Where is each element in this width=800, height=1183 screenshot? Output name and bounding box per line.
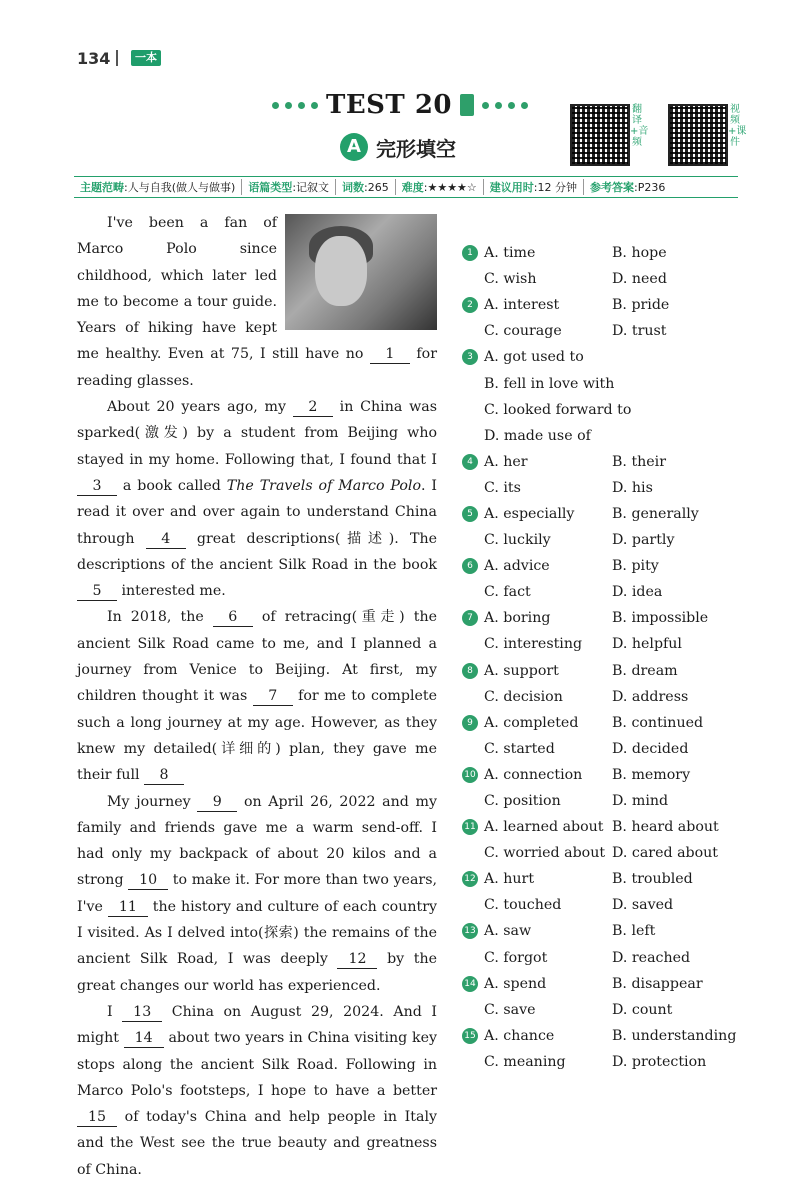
question-number-badge: 10 xyxy=(462,767,478,783)
option-d[interactable]: D. partly xyxy=(612,532,675,549)
option-b[interactable]: B. generally xyxy=(612,505,699,522)
question-number-badge: 2 xyxy=(462,297,478,313)
option-d[interactable]: D. reached xyxy=(612,949,691,966)
info-genre: 语篇类型:记叙文 xyxy=(242,179,336,195)
option-c[interactable]: C. save xyxy=(484,1001,536,1018)
question-number-badge: 7 xyxy=(462,610,478,626)
option-b[interactable]: B. memory xyxy=(612,766,691,783)
section-letter-badge: A xyxy=(340,133,368,161)
page-number-divider xyxy=(116,50,118,66)
option-d[interactable]: D. cared about xyxy=(612,845,718,862)
info-difficulty: 难度:★★★★☆ xyxy=(396,179,484,195)
question-1-row xyxy=(462,266,752,292)
question-number-badge: 1 xyxy=(462,245,478,261)
question-number-badge: 11 xyxy=(462,819,478,835)
brand-logo: 一本 xyxy=(131,50,161,66)
question-11-row xyxy=(462,840,752,866)
question-number-badge: 14 xyxy=(462,976,478,992)
question-5-row xyxy=(462,501,752,527)
question-11-row xyxy=(462,814,752,840)
question-8-row xyxy=(462,684,752,710)
option-b[interactable]: B. hope xyxy=(612,245,667,262)
option-c[interactable]: C. looked forward to xyxy=(484,401,632,418)
option-d[interactable]: D. his xyxy=(612,479,653,496)
option-c[interactable]: C. interesting xyxy=(484,636,583,653)
page-number: 134 xyxy=(77,49,111,68)
option-b[interactable]: B. pity xyxy=(612,558,659,575)
option-a[interactable]: A. saw xyxy=(484,923,532,940)
question-number-badge: 13 xyxy=(462,923,478,939)
section-title: 完形填空 xyxy=(376,136,456,161)
question-number-badge: 15 xyxy=(462,1028,478,1044)
option-d[interactable]: D. need xyxy=(612,271,667,288)
qr-caption-video: 视频+课件 xyxy=(728,104,747,148)
book-title: The Travels of Marco Polo xyxy=(226,477,421,494)
blank-1[interactable]: 1 xyxy=(370,345,410,364)
photo-elderly-traveler xyxy=(285,214,437,330)
question-2-row xyxy=(462,292,752,318)
title-badge-icon xyxy=(460,94,474,116)
question-9-row xyxy=(462,736,752,762)
question-13-row xyxy=(462,918,752,944)
question-8-row xyxy=(462,658,752,684)
question-12-row xyxy=(462,892,752,918)
passage-paragraph-3: In 2018, the 6 of retracing(重走) the ancient Silk Road came to me, and I planned a journey from Venice to Beijing. At first, my children thought it was 7 for me to complete such a long journey at my age. However, as they knew my detailed(详细的) plan, they gave me their full 8 xyxy=(77,609,438,784)
option-a[interactable]: A. especially xyxy=(484,505,575,522)
section-heading xyxy=(340,132,456,162)
question-number-badge: 12 xyxy=(462,871,478,887)
passage-paragraph-1: I've been a fan of Marco Polo since childhood, which later led me to become a tour guide. Years of hiking have kept me healthy. Even at 75, I still have no 1 for reading glasses. xyxy=(77,215,437,389)
blank-15[interactable]: 15 xyxy=(77,1108,117,1127)
option-c[interactable]: C. courage xyxy=(484,323,562,340)
question-number-badge: 3 xyxy=(462,349,478,365)
question-13-row xyxy=(462,945,752,971)
question-6-row xyxy=(462,553,752,579)
option-c[interactable]: C. started xyxy=(484,740,555,757)
option-a[interactable]: A. completed xyxy=(484,714,579,731)
option-b[interactable]: B. dream xyxy=(612,662,678,679)
option-a[interactable]: A. advice xyxy=(484,558,550,575)
blank-13[interactable]: 13 xyxy=(122,1003,162,1022)
question-15-row xyxy=(462,1023,752,1049)
blank-7[interactable]: 7 xyxy=(253,687,293,706)
option-b[interactable]: B. heard about xyxy=(612,819,719,836)
question-15-row xyxy=(462,1049,752,1075)
option-b[interactable]: B. understanding xyxy=(612,1027,737,1044)
qr-code-video[interactable] xyxy=(668,104,728,166)
passage-paragraph-5: I 13 China on August 29, 2024. And I might 14 about two years in China visiting key stops along the ancient Silk Road. Following in Marco Polo's footsteps, I hope to have a better 15 of today's China and help people in Italy and the West see the true beauty and greatness of China. xyxy=(77,1003,437,1178)
option-a[interactable]: A. boring xyxy=(484,610,551,627)
blank-12[interactable]: 12 xyxy=(337,950,377,969)
question-6-row xyxy=(462,579,752,605)
option-d[interactable]: D. mind xyxy=(612,793,669,810)
option-d[interactable]: D. protection xyxy=(612,1053,707,1070)
blank-8[interactable]: 8 xyxy=(144,766,184,785)
blank-9[interactable]: 9 xyxy=(197,793,237,812)
question-number-badge: 8 xyxy=(462,663,478,679)
blank-10[interactable]: 10 xyxy=(128,871,168,890)
option-d[interactable]: D. saved xyxy=(612,897,674,914)
blank-5[interactable]: 5 xyxy=(77,582,117,601)
blank-2[interactable]: 2 xyxy=(293,398,333,417)
question-4-row xyxy=(462,475,752,501)
option-a[interactable]: A. chance xyxy=(484,1027,555,1044)
option-c[interactable]: C. meaning xyxy=(484,1053,566,1070)
info-bar xyxy=(74,176,738,198)
question-3-row xyxy=(462,370,752,396)
left-dots-decoration xyxy=(272,102,318,109)
option-c[interactable]: C. forgot xyxy=(484,949,548,966)
option-a[interactable]: A. connection xyxy=(484,766,583,783)
qr-code-translation[interactable] xyxy=(570,104,630,166)
info-word-count: 词数:265 xyxy=(336,179,396,195)
question-9-row xyxy=(462,710,752,736)
option-c[interactable]: C. fact xyxy=(484,584,531,601)
blank-14[interactable]: 14 xyxy=(124,1029,164,1048)
option-b[interactable]: B. left xyxy=(612,923,656,940)
option-c[interactable]: C. luckily xyxy=(484,532,551,549)
option-d[interactable]: D. helpful xyxy=(612,636,682,653)
option-a[interactable]: A. her xyxy=(484,453,528,470)
option-a[interactable]: A. learned about xyxy=(484,819,604,836)
option-c[interactable]: C. touched xyxy=(484,897,562,914)
option-a[interactable]: A. hurt xyxy=(484,871,535,888)
option-d[interactable]: D. made use of xyxy=(484,427,591,444)
option-d[interactable]: D. address xyxy=(612,688,689,705)
option-c[interactable]: C. its xyxy=(484,479,521,496)
question-14-row xyxy=(462,997,752,1023)
question-10-row xyxy=(462,788,752,814)
question-3-row xyxy=(462,397,752,423)
question-7-row xyxy=(462,605,752,631)
blank-4[interactable]: 4 xyxy=(146,530,186,549)
question-7-row xyxy=(462,631,752,657)
passage-paragraph-4: My journey 9 on April 26, 2022 and my family and friends gave me a warm send-off. I had only my backpack of about 20 kilos and a strong 10 to make it. For more than two years, I've 11 the history and culture of each country I visited. As I delved into(探索) the remains of the ancient Silk Road, I was deeply 12 by the great changes our world has experienced. xyxy=(77,793,437,994)
question-12-row xyxy=(462,866,752,892)
answer-options xyxy=(462,240,752,1075)
option-b[interactable]: B. disappear xyxy=(612,975,703,992)
question-5-row xyxy=(462,527,752,553)
option-d[interactable]: D. decided xyxy=(612,740,689,757)
question-4-row xyxy=(462,449,752,475)
option-a[interactable]: A. interest xyxy=(484,297,560,314)
question-10-row xyxy=(462,762,752,788)
info-time: 建议用时:12 分钟 xyxy=(484,179,584,195)
question-number-badge: 5 xyxy=(462,506,478,522)
blank-11[interactable]: 11 xyxy=(108,898,148,917)
option-b[interactable]: B. continued xyxy=(612,714,704,731)
question-14-row xyxy=(462,971,752,997)
option-b[interactable]: B. pride xyxy=(612,297,670,314)
question-2-row xyxy=(462,318,752,344)
question-number-badge: 9 xyxy=(462,715,478,731)
option-c[interactable]: C. decision xyxy=(484,688,563,705)
option-b[interactable]: B. fell in love with xyxy=(484,375,615,392)
option-b[interactable]: B. troubled xyxy=(612,871,693,888)
right-dots-decoration xyxy=(482,102,528,109)
option-a[interactable]: A. got used to xyxy=(484,349,584,366)
question-1-row xyxy=(462,240,752,266)
option-d[interactable]: D. count xyxy=(612,1001,673,1018)
option-a[interactable]: A. spend xyxy=(484,975,547,992)
qr-caption-translation: 翻译+音频 xyxy=(630,104,649,148)
question-number-badge: 4 xyxy=(462,454,478,470)
option-a[interactable]: A. support xyxy=(484,662,559,679)
option-a[interactable]: A. time xyxy=(484,245,536,262)
blank-6[interactable]: 6 xyxy=(213,608,253,627)
option-d[interactable]: D. idea xyxy=(612,584,663,601)
test-title-row xyxy=(270,87,530,123)
test-title: TEST 20 xyxy=(325,90,453,120)
option-c[interactable]: C. wish xyxy=(484,271,537,288)
option-d[interactable]: D. trust xyxy=(612,323,667,340)
passage-paragraph-2: About 20 years ago, my 2 in China was sparked(激发) by a student from Beijing who stayed in my home. Following that, I found that I 3 a book called The Travels of Marco Polo. I read it over and over again to understand China through 4 great descriptions(描述). The descriptions of the ancient Silk Road in the book 5 interested me. xyxy=(77,399,438,600)
question-number-badge: 6 xyxy=(462,558,478,574)
info-theme: 主题范畴:人与自我(做人与做事) xyxy=(74,179,242,195)
option-b[interactable]: B. impossible xyxy=(612,610,709,627)
option-c[interactable]: C. worried about xyxy=(484,845,606,862)
info-answer-page: 参考答案:P236 xyxy=(590,181,666,194)
question-3-row xyxy=(462,344,752,370)
question-3-row xyxy=(462,423,752,449)
option-c[interactable]: C. position xyxy=(484,793,561,810)
option-b[interactable]: B. their xyxy=(612,453,666,470)
blank-3[interactable]: 3 xyxy=(77,477,117,496)
cloze-passage xyxy=(77,210,437,1183)
